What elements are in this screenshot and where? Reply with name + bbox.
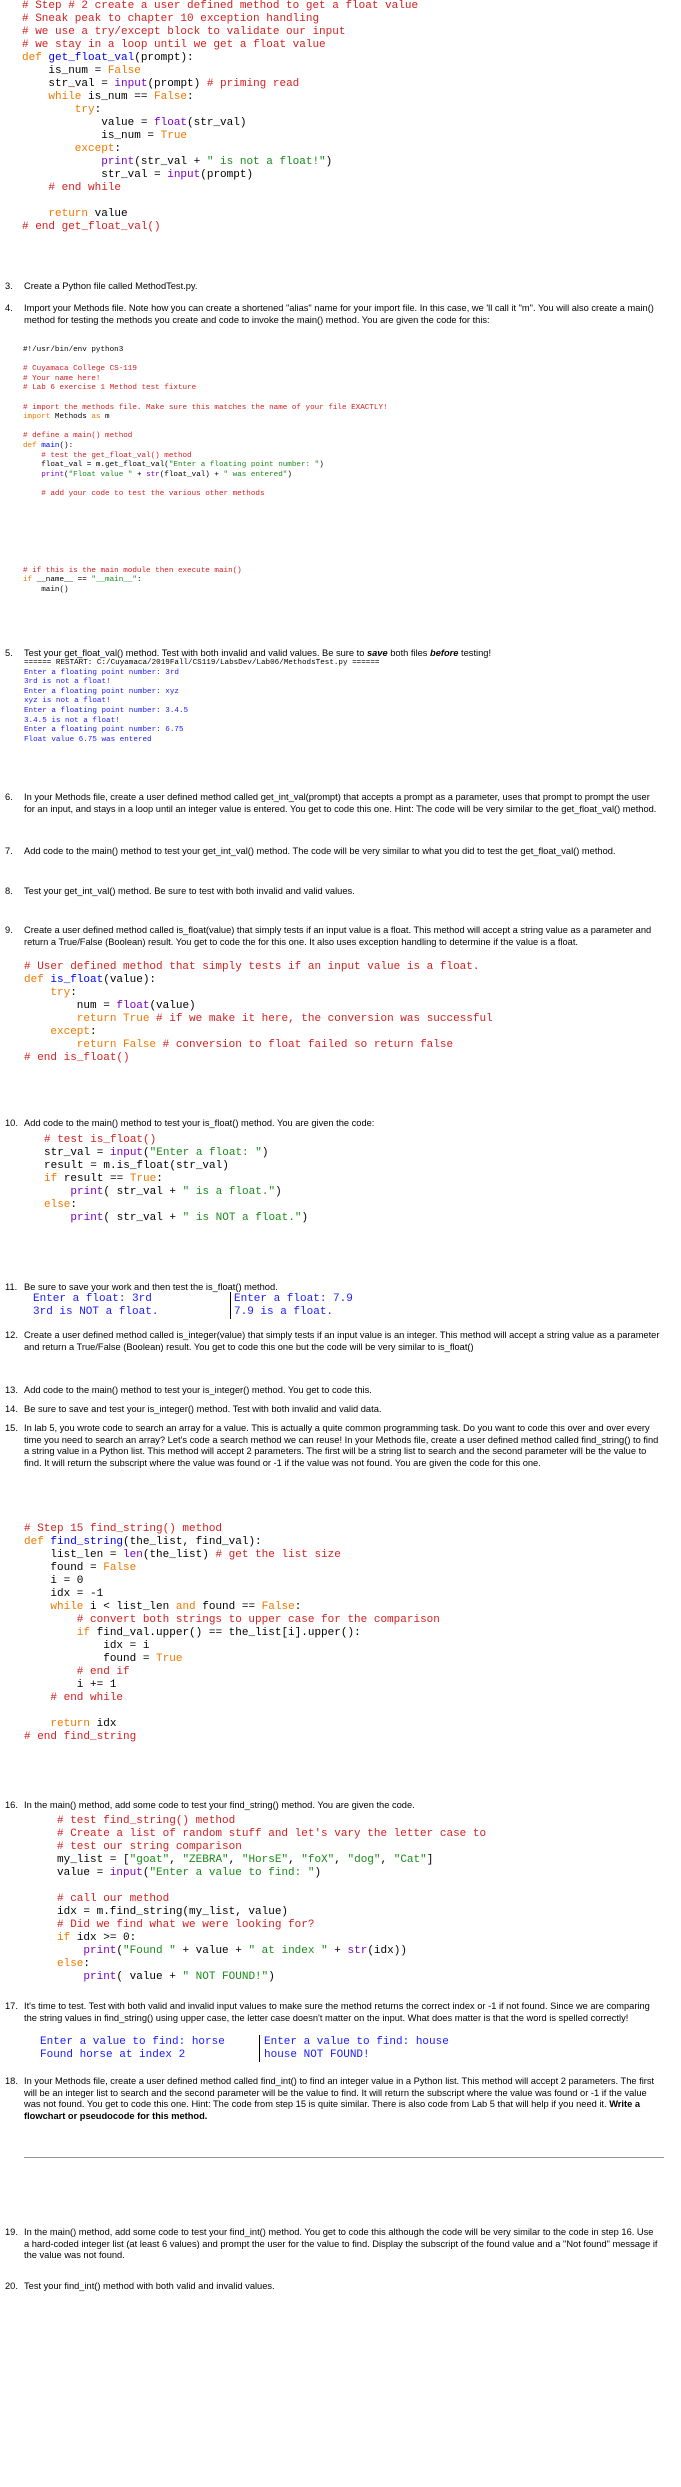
code-token: if <box>57 1932 77 1944</box>
code-token: # test our string comparison <box>57 1841 242 1853</box>
code-token: str_val = <box>44 1147 111 1159</box>
code-token: is_num = <box>22 130 161 142</box>
code-token: while <box>24 1601 91 1613</box>
code-token: print <box>22 156 135 168</box>
code-token: Enter a floating point number: 6.75 <box>24 726 184 735</box>
code-token: (): <box>59 441 74 450</box>
code-token: : <box>70 987 77 999</box>
code-token: str_val = <box>22 78 115 90</box>
code-token: input <box>167 169 201 181</box>
step-15: 15. In lab 5, you wrote code to search an array for a value. This is actually a quite common programming task. Do you want to code this over and over every time you need to search an array? Let's code a search method we can reuse! In your Methods file, create a user defined method called find_string() to find a string value in a Python list. This method will accept 2 parameters. The first will be a string list to search and the second parameter will be the value to find. It will return the subscript where the value was found or -1 if the value was not found. You are given the code for this one. <box>5 1423 659 1468</box>
step-16: 16. In the main() method, add some code to test your find_string() method. You are given the code. <box>5 1800 415 1810</box>
code-token: str_val = <box>22 169 168 181</box>
step-14: 14. Be sure to save and test your is_integer() method. Test with both invalid and valid data. <box>5 1404 382 1414</box>
code-token: get_float_val <box>48 52 135 64</box>
step-18: 18. In your Methods file, create a user defined method called find_int() to find an integer value in a Python list. This method will accept 2 parameters. The first will be an integer list to search and the second parameter will be the value to find. It will return the subscript where the value was found or -1 if the value was not found. You get to code this one. Hint: The code from step 15 is quite similar. There is also code from Lab 5 that will help if you need it. Write a flowchart or pseudocode for this method. <box>5 2076 655 2121</box>
code-token: (value): <box>103 974 157 986</box>
code-token: (float_val) + <box>159 470 224 479</box>
code-token: else <box>57 1958 84 1970</box>
code-token: , <box>380 1854 394 1866</box>
step-17: 17. It's time to test. Test with both valid and invalid input values to make sure the method returns the correct index or -1 if not found. Since we are comparing the string values in find_string() using upper case, the letter case doesn't matter on the input. What does matter is that the word is spelled correctly! <box>5 2001 650 2023</box>
code-token: ( <box>116 1945 124 1957</box>
code-block-method-test-main <box>23 346 388 595</box>
step-20: 20. Test your find_int() method with both valid and invalid values. <box>5 2281 275 2291</box>
code-token: (idx)) <box>367 1945 407 1957</box>
shell-output-is-float-invalid: Enter a float: 3rd 3rd is NOT a float. <box>33 1293 159 1318</box>
flowchart-answer-line-top <box>24 2157 664 2158</box>
code-token: value = <box>22 117 155 129</box>
code-token: (the_list, find_val): <box>123 1536 262 1548</box>
code-token: as <box>91 413 106 422</box>
code-token: " is not a float!" <box>206 156 326 168</box>
code-token: # Create a list of random stuff and let's vary the letter case to <box>57 1828 487 1840</box>
code-token: print <box>44 1212 104 1224</box>
code-token: True <box>156 1653 183 1665</box>
code-token: idx = -1 <box>24 1588 104 1600</box>
code-token: "Cat" <box>393 1854 427 1866</box>
code-token: find_string <box>50 1536 124 1548</box>
code-token: ) <box>325 156 333 168</box>
code-token: (prompt) <box>200 169 254 181</box>
code-token: and <box>175 1601 203 1613</box>
code-block-test-find-string <box>57 1815 486 1984</box>
code-token: # end while <box>24 1692 124 1704</box>
code-token: " at index " <box>248 1945 328 1957</box>
code-block-test-is-float <box>44 1134 308 1225</box>
code-token: ) <box>261 1147 269 1159</box>
code-token: try <box>24 987 71 999</box>
code-token: i = 0 <box>24 1575 84 1587</box>
code-token: # test is_float() <box>44 1134 157 1146</box>
code-token: xyz is not a float! <box>24 697 111 706</box>
code-token: : <box>156 1173 163 1185</box>
code-token: , <box>228 1854 242 1866</box>
code-token: "Float value " <box>68 470 133 479</box>
code-token: ( <box>64 470 69 479</box>
code-token: num = <box>24 1000 117 1012</box>
code-token: ) <box>314 1867 322 1879</box>
code-token: value = <box>57 1867 110 1879</box>
code-token: # priming read <box>206 78 300 90</box>
code-token: input <box>114 78 148 90</box>
code-token: True <box>160 130 188 142</box>
code-token: # import the methods file. Make sure this matches the name of your file EXACTLY! <box>23 403 388 412</box>
code-token: "__main__" <box>91 576 137 585</box>
code-token: # test find_string() method <box>57 1815 236 1827</box>
code-token: # if we make it here, the conversion was successful <box>156 1013 493 1025</box>
code-token: #!/usr/bin/env python3 <box>23 346 124 354</box>
code-token: False <box>154 91 188 103</box>
output-divider-2 <box>259 2035 260 2062</box>
shell-output-float-test <box>24 659 379 745</box>
step-13: 13. Add code to the main() method to test your is_integer() method. You get to code this. <box>5 1385 372 1395</box>
step-3: 3. Create a Python file called MethodTest.py. <box>5 281 198 291</box>
code-token: idx >= 0: <box>76 1932 137 1944</box>
code-token: ) <box>301 1212 309 1224</box>
code-token: main() <box>23 585 69 594</box>
code-token: + <box>132 470 147 479</box>
code-token: input <box>109 1867 143 1879</box>
code-token: float <box>116 1000 150 1012</box>
output-divider <box>230 1292 231 1319</box>
code-token: : <box>136 576 142 585</box>
code-token: "ZEBRA" <box>182 1854 229 1866</box>
step-9: 9. Create a user defined method called is_float(value) that simply tests if an input value is a float. This method will accept a string value as a parameter and return a True/False (Boolean) result. You get to code the for this one. It also uses exception handling to determine if the value is a float. <box>5 925 652 947</box>
code-token: "Enter a floating point number: " <box>168 461 320 470</box>
code-token: ] <box>426 1854 434 1866</box>
code-token: "Found " <box>123 1945 176 1957</box>
code-token: : <box>90 1026 97 1038</box>
code-token: " NOT FOUND!" <box>182 1971 269 1983</box>
code-token: idx = i <box>24 1640 150 1652</box>
code-token: list_len = <box>24 1549 124 1561</box>
code-token: # end if <box>24 1666 130 1678</box>
code-token: i < list_len <box>90 1601 176 1613</box>
code-block-get-float-val <box>22 0 418 234</box>
code-token: # add your code to test the various other methods <box>23 489 265 498</box>
code-token: False <box>123 1039 163 1051</box>
code-token: : <box>187 91 194 103</box>
code-block-find-string <box>24 1523 440 1744</box>
code-token: __name__ == <box>36 576 92 585</box>
code-token: # end find_string <box>24 1731 137 1743</box>
step-10: 10. Add code to the main() method to test your is_float() method. You are given the code: <box>5 1118 375 1128</box>
code-token: main <box>41 441 60 450</box>
code-token: , <box>288 1854 302 1866</box>
step-12: 12. Create a user defined method called is_integer(value) that simply tests if an input value is an integer. This method will accept a string value as a parameter and return a True/False (Boolean) result. You get to code this one but the code will be very similar to is_float() <box>5 1330 660 1352</box>
code-token: "goat" <box>129 1854 170 1866</box>
code-token: "Enter a value to find: " <box>149 1867 315 1879</box>
code-token: # Did we find what we were looking for? <box>57 1919 315 1931</box>
code-token: Enter a floating point number: 3rd <box>24 668 179 677</box>
step-6: 6. In your Methods file, create a user defined method called get_int_val(prompt) that accepts a prompt as a parameter, uses that prompt to prompt the user for an input, and stays in a loop until an integer value is entered. You get to code this one. Hint: The code will be very similar to the get_float_val() method. <box>5 792 657 814</box>
code-token: str <box>347 1945 368 1957</box>
code-token: len <box>123 1549 143 1561</box>
code-token: def <box>23 441 42 450</box>
code-token: True <box>123 1013 157 1025</box>
code-token: return <box>24 1718 97 1730</box>
code-token: 3.4.5 is not a float! <box>24 716 120 725</box>
code-token: "HorsE" <box>241 1854 289 1866</box>
code-token: (value) <box>149 1000 196 1012</box>
code-token: (prompt) <box>147 78 207 90</box>
code-token: # we use a try/except block to validate our input <box>22 26 346 38</box>
code-token: try <box>22 104 95 116</box>
code-token: if <box>23 576 37 585</box>
code-token: + <box>327 1945 348 1957</box>
code-token: result == <box>63 1173 130 1185</box>
code-token: str <box>146 470 160 479</box>
code-token: # end get_float_val() <box>22 221 161 233</box>
code-token: print <box>44 1186 104 1198</box>
step-4: 4. Import your Methods file. Note how you can create a shortened "alias" name for your import file. In this case, we 'll call it "m". You will also create a main() method for testing the methods you create and code to invoke the main() method. You are given the code for this: <box>5 303 654 325</box>
code-token: "dog" <box>347 1854 381 1866</box>
code-token: ( <box>142 1867 150 1879</box>
code-token: # test the get_float_val() method <box>23 451 192 460</box>
shell-output-find-string-valid: Enter a value to find: horse Found horse at index 2 <box>40 2036 225 2061</box>
code-token: ( value + <box>116 1971 183 1983</box>
code-token: # end is_float() <box>24 1052 130 1064</box>
code-token: : <box>70 1199 78 1211</box>
step-7: 7. Add code to the main() method to test your get_int_val() method. The code will be very similar to what you did to test the get_float_val() method. <box>5 846 616 856</box>
code-token: : <box>114 143 122 155</box>
code-token: "Enter a float: " <box>149 1147 262 1159</box>
code-token: ( <box>143 1147 150 1159</box>
code-token: ====== RESTART: C:/Cuyamaca/2019Fall/CS119/LabsDev/Lab06/MethodsTest.py ====== <box>24 659 380 667</box>
code-token: if <box>44 1173 64 1185</box>
code-token: ) <box>275 1186 282 1198</box>
code-token: : <box>83 1958 91 1970</box>
code-token: result = m.is_float(str_val) <box>44 1160 229 1172</box>
code-token: False <box>107 65 141 77</box>
code-token: # convert both strings to upper case for the comparison <box>24 1614 440 1626</box>
code-token: return <box>24 1013 124 1025</box>
code-token: found = <box>24 1653 157 1665</box>
code-token: True <box>129 1173 157 1185</box>
code-token: # Your name here! <box>23 374 101 383</box>
code-token: Enter a floating point number: xyz <box>24 687 179 696</box>
code-token: " was entered" <box>223 470 288 479</box>
code-token: float_val = m.get_float_val( <box>23 461 169 470</box>
code-token: def <box>24 974 51 986</box>
code-token: # end while <box>22 182 122 194</box>
code-token: # we stay in a loop until we get a float value <box>22 39 326 51</box>
code-token: if <box>24 1627 97 1639</box>
code-token: float <box>154 117 188 129</box>
code-token: found = <box>24 1562 104 1574</box>
code-token: else <box>44 1199 71 1211</box>
code-token: ) <box>319 461 324 470</box>
code-token: " is NOT a float." <box>182 1212 302 1224</box>
code-token: def <box>24 1536 51 1548</box>
code-token: # Sneak peak to chapter 10 exception handling <box>22 13 320 25</box>
code-token: # define a main() method <box>23 432 133 441</box>
code-block-is-float <box>24 961 493 1065</box>
code-token: is_num == <box>88 91 155 103</box>
code-token: : <box>294 1601 302 1613</box>
code-token: , <box>334 1854 348 1866</box>
code-token: 3rd is not a float! <box>24 678 111 687</box>
code-token: find_val.upper() == the_list[i].upper(): <box>96 1627 361 1639</box>
code-token: value <box>94 208 128 220</box>
code-token: m <box>105 413 110 422</box>
code-token: Enter a floating point number: 3.4.5 <box>24 706 189 715</box>
code-token: + value + <box>175 1945 249 1957</box>
code-token: input <box>110 1147 144 1159</box>
code-token: # Step # 2 create a user defined method to get a float value <box>22 0 419 12</box>
code-token: return <box>24 1039 124 1051</box>
step-5: 5. Test your get_float_val() method. Test with both invalid and valid values. Be sure to save both files before testing! <box>5 648 492 658</box>
code-token: ( str_val + <box>103 1186 183 1198</box>
code-token: my_list = [ <box>57 1854 130 1866</box>
step-8: 8. Test your get_int_val() method. Be sure to test with both invalid and valid values. <box>5 886 355 896</box>
code-token: "foX" <box>301 1854 335 1866</box>
code-token: except <box>24 1026 91 1038</box>
code-token: False <box>261 1601 295 1613</box>
code-token: is_num = <box>22 65 108 77</box>
step-11: 11. Be sure to save your work and then test the is_float() method. <box>5 1282 278 1292</box>
shell-output-is-float-valid: Enter a float: 7.9 7.9 is a float. <box>234 1293 353 1318</box>
code-token: print <box>23 470 65 479</box>
code-token: # call our method <box>57 1893 170 1905</box>
code-token: # Cuyamaca College CS-119 <box>23 365 137 374</box>
code-token: print <box>57 1945 117 1957</box>
code-token: ) <box>268 1971 275 1983</box>
code-token: i += 1 <box>24 1679 117 1691</box>
code-token: # get the list size <box>215 1549 341 1561</box>
code-token: idx <box>96 1718 117 1730</box>
code-token: found == <box>202 1601 262 1613</box>
step-19: 19. In the main() method, add some code to test your find_int() method. You get to code this although the code will be very similar to the code in step 16. Use a hard-coded integer list (at least 6 values) and prompt the user for the value to find. Display the subscript of the found value and a "Not found" message if the value was not found. <box>5 2227 658 2260</box>
code-token: # if this is the main module then execute main() <box>23 566 242 575</box>
shell-output-find-string-invalid: Enter a value to find: house house NOT FOUND! <box>264 2036 449 2061</box>
code-token: Float value 6.75 was entered <box>24 735 152 744</box>
code-token: idx = m.find_string(my_list, value) <box>57 1906 289 1918</box>
code-token: ( str_val + <box>103 1212 183 1224</box>
code-token: # Lab 6 exercise 1 Method test fixture <box>23 384 197 393</box>
code-token: print <box>57 1971 117 1983</box>
code-token: except <box>22 143 115 155</box>
code-token: (prompt): <box>134 52 194 64</box>
code-token: while <box>22 91 89 103</box>
code-token: ) <box>287 470 292 479</box>
code-token: # conversion to float failed so return false <box>162 1039 454 1051</box>
code-token: is_float <box>50 974 104 986</box>
code-token: def <box>22 52 49 64</box>
code-token: (the_list) <box>142 1549 216 1561</box>
code-token: (str_val + <box>134 156 207 168</box>
code-token: : <box>94 104 102 116</box>
code-token: return <box>22 208 95 220</box>
code-token: Methods <box>54 413 92 422</box>
code-token: False <box>103 1562 137 1574</box>
code-token: " is a float." <box>182 1186 276 1198</box>
code-token: , <box>169 1854 183 1866</box>
code-token: import <box>23 413 55 422</box>
code-token: # Step 15 find_string() method <box>24 1523 223 1535</box>
code-token: (str_val) <box>187 117 247 129</box>
code-token: # User defined method that simply tests if an input value is a float. <box>24 961 480 973</box>
